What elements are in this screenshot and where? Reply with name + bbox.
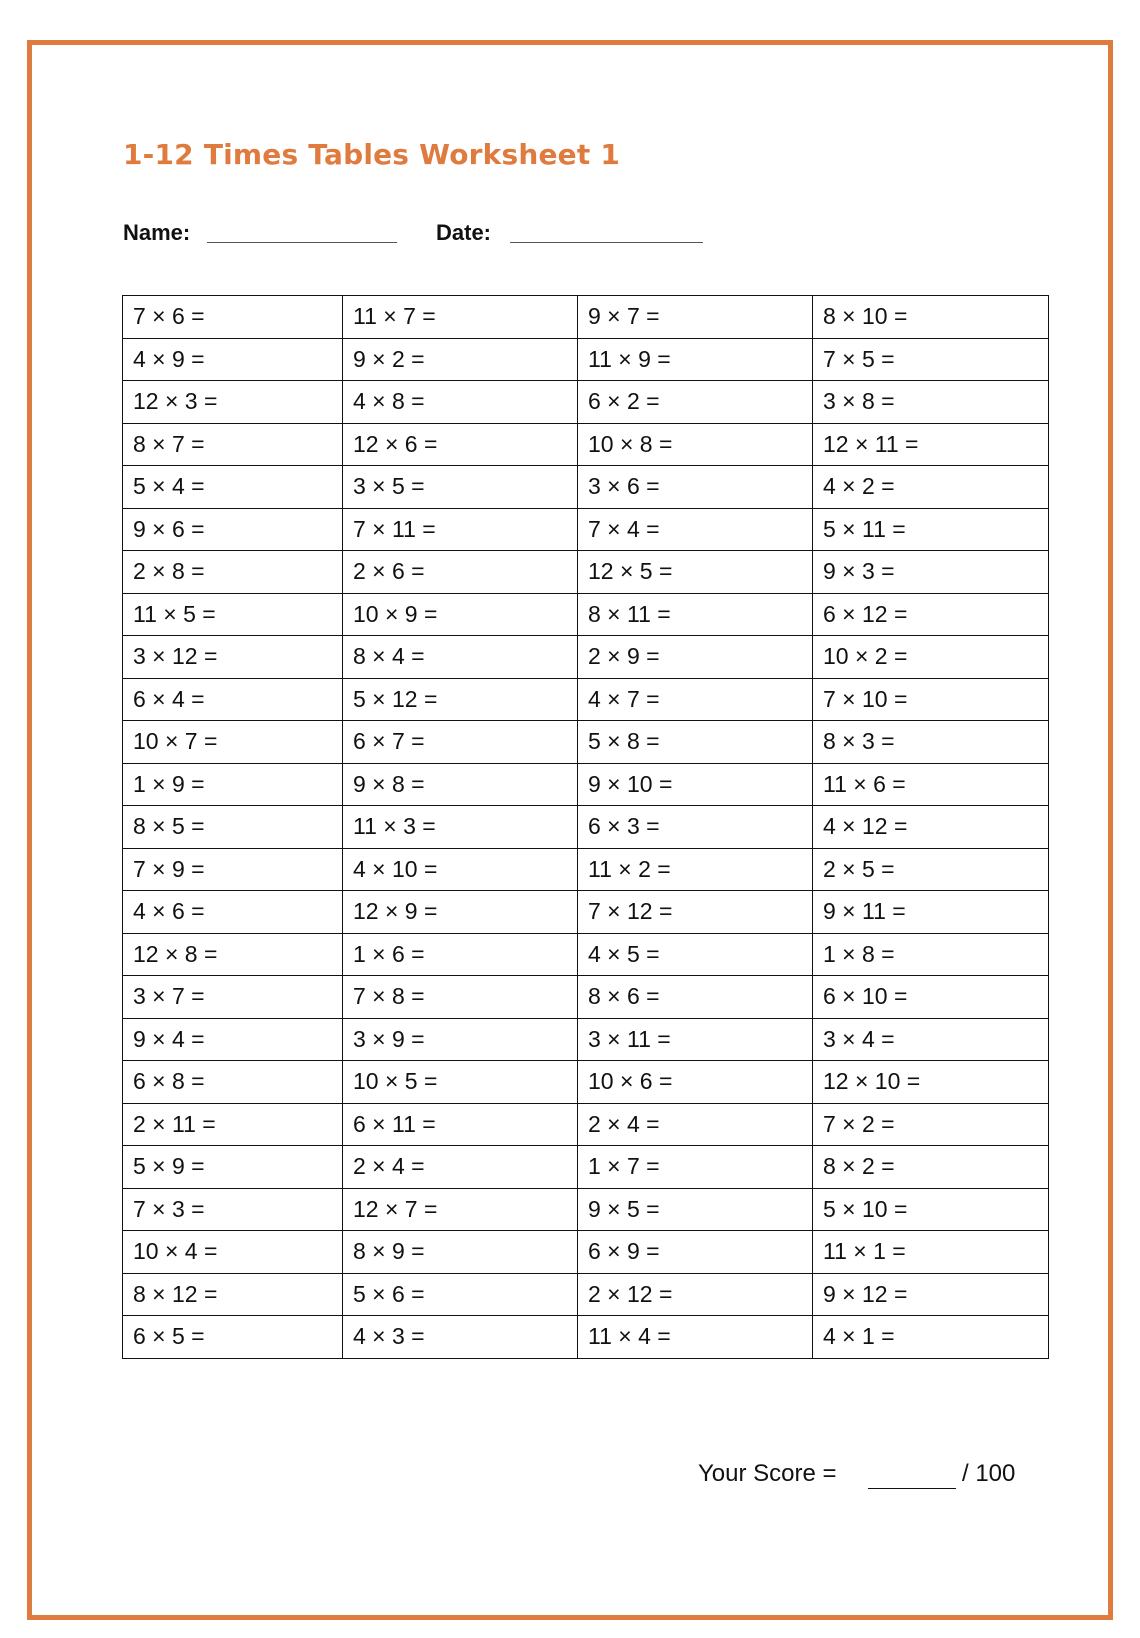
problem-cell: 2 × 4 = (578, 1103, 813, 1146)
table-row (123, 1018, 1049, 1061)
problem-cell: 6 × 5 = (123, 1316, 343, 1359)
date-field-line[interactable] (510, 242, 703, 243)
table-row (123, 1103, 1049, 1146)
problem-cell: 8 × 5 = (123, 806, 343, 849)
name-field-line[interactable] (207, 242, 397, 243)
problem-cell: 8 × 10 = (813, 296, 1049, 339)
problem-cell: 3 × 7 = (123, 976, 343, 1019)
problem-cell: 4 × 5 = (578, 933, 813, 976)
name-label: Name: (123, 220, 191, 245)
problem-cell: 6 × 10 = (813, 976, 1049, 1019)
problem-cell: 6 × 9 = (578, 1231, 813, 1274)
problem-cell: 11 × 6 = (813, 763, 1049, 806)
problem-cell: 10 × 7 = (123, 721, 343, 764)
problem-cell: 12 × 11 = (813, 423, 1049, 466)
problem-cell: 4 × 6 = (123, 891, 343, 934)
problem-cell: 11 × 3 = (343, 806, 578, 849)
date-label: Date: (436, 220, 492, 245)
problem-cell: 10 × 2 = (813, 636, 1049, 679)
table-row (123, 466, 1049, 509)
problem-cell: 12 × 3 = (123, 381, 343, 424)
table-row (123, 1188, 1049, 1231)
problem-cell: 7 × 9 = (123, 848, 343, 891)
problem-cell: 3 × 12 = (123, 636, 343, 679)
problem-cell: 1 × 8 = (813, 933, 1049, 976)
problem-cell: 6 × 7 = (343, 721, 578, 764)
problem-cell: 9 × 8 = (343, 763, 578, 806)
problem-cell: 2 × 9 = (578, 636, 813, 679)
table-row (123, 551, 1049, 594)
problem-cell: 9 × 3 = (813, 551, 1049, 594)
problem-cell: 8 × 12 = (123, 1273, 343, 1316)
table-row (123, 763, 1049, 806)
problem-cell: 4 × 1 = (813, 1316, 1049, 1359)
problem-cell: 9 × 11 = (813, 891, 1049, 934)
table-row (123, 1061, 1049, 1104)
problem-cell: 5 × 12 = (343, 678, 578, 721)
problem-cell: 9 × 6 = (123, 508, 343, 551)
problem-cell: 9 × 2 = (343, 338, 578, 381)
problem-cell: 10 × 6 = (578, 1061, 813, 1104)
table-row (123, 1146, 1049, 1189)
score-total: / 100 (962, 1460, 1016, 1487)
problem-cell: 10 × 5 = (343, 1061, 578, 1104)
table-row (123, 338, 1049, 381)
table-row (123, 891, 1049, 934)
problem-cell: 3 × 11 = (578, 1018, 813, 1061)
problem-cell: 3 × 4 = (813, 1018, 1049, 1061)
table-row (123, 721, 1049, 764)
problem-cell: 12 × 5 = (578, 551, 813, 594)
table-row (123, 678, 1049, 721)
problem-cell: 11 × 4 = (578, 1316, 813, 1359)
problem-cell: 12 × 6 = (343, 423, 578, 466)
problem-cell: 6 × 3 = (578, 806, 813, 849)
problem-cell: 8 × 3 = (813, 721, 1049, 764)
problem-cell: 9 × 4 = (123, 1018, 343, 1061)
problem-cell: 10 × 9 = (343, 593, 578, 636)
problem-cell: 8 × 7 = (123, 423, 343, 466)
table-row (123, 296, 1049, 339)
problem-cell: 12 × 8 = (123, 933, 343, 976)
table-row (123, 1316, 1049, 1359)
problem-cell: 2 × 8 = (123, 551, 343, 594)
problem-cell: 9 × 12 = (813, 1273, 1049, 1316)
problem-cell: 4 × 3 = (343, 1316, 578, 1359)
score-label: Your Score = (698, 1460, 837, 1487)
table-row (123, 933, 1049, 976)
problem-cell: 6 × 11 = (343, 1103, 578, 1146)
problem-cell: 1 × 6 = (343, 933, 578, 976)
problem-cell: 4 × 7 = (578, 678, 813, 721)
problem-cell: 1 × 9 = (123, 763, 343, 806)
problem-cell: 11 × 7 = (343, 296, 578, 339)
problem-cell: 11 × 5 = (123, 593, 343, 636)
problem-cell: 10 × 4 = (123, 1231, 343, 1274)
problem-cell: 8 × 11 = (578, 593, 813, 636)
problem-cell: 7 × 2 = (813, 1103, 1049, 1146)
problem-cell: 3 × 8 = (813, 381, 1049, 424)
problem-cell: 7 × 3 = (123, 1188, 343, 1231)
score-field-line[interactable] (868, 1488, 956, 1489)
problem-cell: 4 × 10 = (343, 848, 578, 891)
problems-table (122, 295, 1049, 1359)
problem-cell: 11 × 2 = (578, 848, 813, 891)
table-row (123, 508, 1049, 551)
problem-cell: 9 × 5 = (578, 1188, 813, 1231)
problem-cell: 3 × 9 = (343, 1018, 578, 1061)
problem-cell: 7 × 12 = (578, 891, 813, 934)
problem-cell: 8 × 4 = (343, 636, 578, 679)
table-row (123, 1273, 1049, 1316)
problem-cell: 2 × 4 = (343, 1146, 578, 1189)
problem-cell: 7 × 4 = (578, 508, 813, 551)
problem-cell: 3 × 5 = (343, 466, 578, 509)
problem-cell: 5 × 8 = (578, 721, 813, 764)
problem-cell: 7 × 10 = (813, 678, 1049, 721)
table-row (123, 593, 1049, 636)
problem-cell: 5 × 11 = (813, 508, 1049, 551)
problem-cell: 8 × 9 = (343, 1231, 578, 1274)
problem-cell: 4 × 8 = (343, 381, 578, 424)
problem-cell: 12 × 9 = (343, 891, 578, 934)
problem-cell: 7 × 6 = (123, 296, 343, 339)
problem-cell: 2 × 5 = (813, 848, 1049, 891)
problem-cell: 3 × 6 = (578, 466, 813, 509)
problem-cell: 6 × 4 = (123, 678, 343, 721)
problem-cell: 2 × 12 = (578, 1273, 813, 1316)
problem-cell: 5 × 10 = (813, 1188, 1049, 1231)
problem-cell: 8 × 2 = (813, 1146, 1049, 1189)
problem-cell: 6 × 12 = (813, 593, 1049, 636)
problem-cell: 7 × 5 = (813, 338, 1049, 381)
table-row (123, 381, 1049, 424)
problem-cell: 1 × 7 = (578, 1146, 813, 1189)
problem-cell: 8 × 6 = (578, 976, 813, 1019)
worksheet-title: 1-12 Times Tables Worksheet 1 (123, 138, 621, 171)
table-row (123, 848, 1049, 891)
problem-cell: 9 × 10 = (578, 763, 813, 806)
table-row (123, 423, 1049, 466)
problem-cell: 4 × 12 = (813, 806, 1049, 849)
table-row (123, 976, 1049, 1019)
problem-cell: 7 × 8 = (343, 976, 578, 1019)
problem-cell: 11 × 1 = (813, 1231, 1049, 1274)
problem-cell: 12 × 7 = (343, 1188, 578, 1231)
problem-cell: 2 × 11 = (123, 1103, 343, 1146)
table-row (123, 1231, 1049, 1274)
problems-table-body (123, 296, 1049, 1359)
problem-cell: 4 × 2 = (813, 466, 1049, 509)
problem-cell: 7 × 11 = (343, 508, 578, 551)
problem-cell: 4 × 9 = (123, 338, 343, 381)
problem-cell: 11 × 9 = (578, 338, 813, 381)
problem-cell: 5 × 6 = (343, 1273, 578, 1316)
problem-cell: 9 × 7 = (578, 296, 813, 339)
problem-cell: 6 × 8 = (123, 1061, 343, 1104)
problem-cell: 5 × 4 = (123, 466, 343, 509)
problem-cell: 12 × 10 = (813, 1061, 1049, 1104)
table-row (123, 806, 1049, 849)
problem-cell: 2 × 6 = (343, 551, 578, 594)
table-row (123, 636, 1049, 679)
problem-cell: 6 × 2 = (578, 381, 813, 424)
problem-cell: 10 × 8 = (578, 423, 813, 466)
problem-cell: 5 × 9 = (123, 1146, 343, 1189)
